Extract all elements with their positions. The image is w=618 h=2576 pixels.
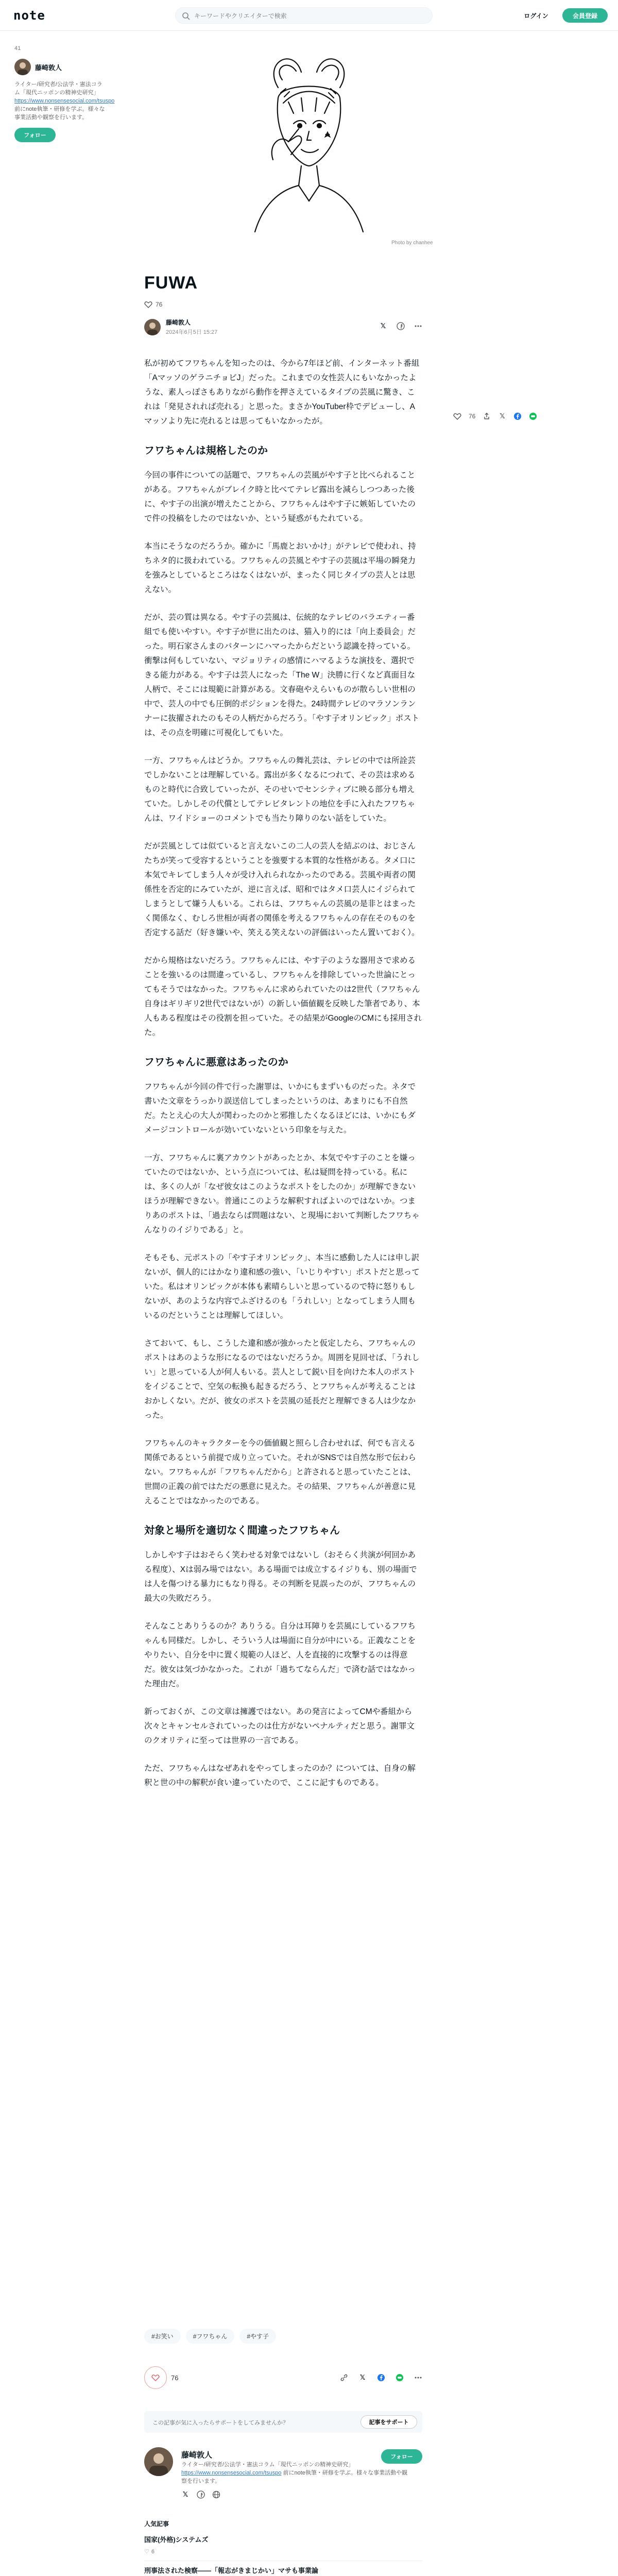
section-heading: 対象と場所を適切なく間違ったフワちゃん [144, 1525, 340, 1536]
heart-icon[interactable] [144, 300, 152, 309]
paragraph: そもそも、元ポストの「やす子オリンピック」、本当に感動した人には申し訳ないが、個人的にはかなり違和感の強い、「いじりやすい」ポストだと思っていた。私はオリンピックが本体も素晴らしいと思っているので特に怒りもしないが、あのような内容でふざけるのも「うれしい」となってしまう人間もいるのだということは理解してほしい。 [144, 1253, 420, 1320]
popular-item[interactable]: 刑事法された検察——「報志がきまじかい」マサも事業論 [144, 2565, 422, 2576]
line-icon[interactable] [396, 2374, 404, 2382]
photo-credit: Photo by chanhee [391, 240, 433, 246]
login-button[interactable]: ログイン [520, 9, 552, 22]
support-button[interactable]: 記事をサポート [360, 2415, 417, 2429]
paragraph: フワちゃんが今回の件で行った謝罪は、いかにもまずいものだった。ネタで書いた文章をうっかり誤送信してしまったというのは、あまりにも不自然だ。たとえ心の大人が関わったのかと邪推したくなるほどには、いかにもダメージコントロールが効いていないという印象を与えた。 [144, 1082, 416, 1134]
sidebar-count: 41 [14, 45, 21, 52]
share-icon[interactable] [483, 412, 491, 420]
support-box [144, 2411, 422, 2433]
paragraph: ただ、フワちゃんはなぜあれをやってしまったのか？については、自身の解釈と世の中の解釈が食い違っていたので、ここに記すものである。 [144, 1764, 416, 1787]
hero-drawing [196, 31, 422, 237]
x-icon[interactable]: 𝕏 [380, 322, 386, 330]
action-bar [144, 2365, 422, 2391]
site-header [0, 0, 618, 31]
share-row [379, 322, 422, 330]
author-name-small[interactable]: 藤崎敦人 [166, 319, 191, 326]
paragraph: フワちゃんのキャラクターを今の価値観と照らし合わせれば、何でも言える関係であるという前提で成り立っていた。それがSNSでは自然な形で伝わらない。フワちゃんが「フワちゃんだから」と許されると思っていたことは、世間の正義の前ではただの悪意に見えた。その結果、フワちゃんが善意に見えることではなかったのである。 [144, 1439, 416, 1505]
popular-articles [144, 2519, 422, 2576]
action-bar-share [340, 2374, 422, 2382]
article-body [144, 273, 422, 1804]
author-social-links [181, 2490, 220, 2499]
paragraph: だが、芸の質は異なる。やす子の芸風は、伝統的なテレビのバラエティー番組でも使いやすい。やす子が世に出たのは、猫入り的には「向上委員会」だった。明石家さんまのパターンにハマったからだという認識を持っている。衝撃は何もしていない、マジョリティの感情にハマるような演技を、選択できる能力がある。やす子は芸人になった「The W」決勝に行くなど真面目な人柄で、そこには規範に計算がある。文春砲やえらいものが散らしい世相の中で、芸人の中でも圧倒的ポジションを得た。24時間テレビのマラソンランナーに抜擢されたのもその人柄だからだろう。「やす子オリンピック」ポストは、その点を明確に可視化してもいた。 [144, 613, 420, 737]
tag-item[interactable]: #やす子 [239, 2329, 276, 2344]
paragraph: そんなことありうるのか？ありうる。自分は耳障りを芸風にしているフワちゃんも同様だ。しかし、そういう人は場面に自分が中にいる。正義なことをやりたい、自分を中に置く規範の人ほど、人を直接的に攻撃するのは得意だ。彼女は気づかなかった。これが「過ちてならんだ」で済む話ではなかった理由だ。 [144, 1622, 416, 1688]
like-count-bottom: 76 [171, 2374, 179, 2382]
article-title: FUWA [144, 273, 198, 293]
tag-list [144, 2329, 276, 2344]
x-icon[interactable]: 𝕏 [500, 412, 505, 420]
like-count: 76 [156, 301, 163, 308]
article-author [144, 318, 422, 336]
paragraph: 今回の事件についての話題で、フワちゃんの芸風がやす子と比べられることがある。フワちゃんがブレイク時と比べてテレビ露出を減らしつつあった後に、やす子の出演が増えたことから、フワちゃんはやす子に嫉妬していたので件の投稿をしたのではないか、という疑惑がもたれている。 [144, 471, 416, 523]
paragraph: しかしやす子はおそらく笑わせる対象ではないし（おそらく共演が何回かある程度）、Xは弱み場ではない。ある場面では成立するイジりも、別の場面では人を傷つける暴力にもなり得る。その判断を見誤ったのが、フワちゃんの最大の失敗だろう。 [144, 1551, 417, 1603]
globe-icon[interactable] [212, 2490, 220, 2499]
signup-button[interactable]: 会員登録 [562, 8, 608, 23]
facebook-icon[interactable] [197, 2490, 205, 2499]
section-heading: フワちゃんは規格したのか [144, 445, 268, 456]
author-box-bio: ライター/研究者/公法学・憲法コラム「現代ニッポンの精神史研究」 https://www.nonsensesocial.com/tsuspo 前にnote執筆・研修を学ぶ。様々な事業活動や観察を行います。 [181, 2462, 408, 2484]
facebook-icon[interactable] [377, 2374, 385, 2382]
heart-icon [151, 2374, 160, 2382]
publish-date: 2024年6月5日 15:27 [166, 329, 218, 335]
paragraph: だから規格はないだろう。フワちゃんには、やす子のような器用さで求めることを強いるのは間違っているし、フワちゃんを排除していった世論にとってもそうではなかった。フワちゃんに求められていたのは2世代（フワちゃん自身はギリギリ2世代ではないが）の新しい価値観を反映した筆者であり、本人もある程度はその役割を担っていた。その結果がGoogleのCMにも採用された。 [144, 956, 422, 1037]
author-name[interactable]: 藤崎敦人 [35, 63, 62, 72]
author-box-name[interactable]: 藤崎敦人 [181, 2451, 213, 2460]
note-logo[interactable]: note [13, 8, 45, 23]
line-icon[interactable] [529, 412, 537, 420]
paragraph: さておいて、もし、こうした違和感が強かったと仮定したら、フワちゃんのポストはあのような形になるのではないだろうか。周囲を見回せば、「うれしい」と思っている人が何人もいる。芸人として鋭い目を向けた本人のポストをイジることで、空気の転換も起きるだろう、とフワちゃんが考えることはおかしくない。だが、彼女のポストを芸風の延長だと理解できる人は少なかった。 [144, 1339, 420, 1420]
section-heading: フワちゃんに悪意はあったのか [144, 1057, 288, 1068]
paragraph: 新っておくが、この文章は擁護ではない。あの発言によってCMや番組から次々とキャンセルされていったのは仕方がないペナルティだと思う。謝罪文のクオリティに至っては世界の一言である。 [144, 1707, 415, 1745]
facebook-icon[interactable] [513, 412, 522, 420]
search-box[interactable] [175, 7, 433, 24]
author-avatar-large[interactable] [144, 2447, 173, 2476]
x-icon[interactable]: 𝕏 [182, 2490, 188, 2498]
author-avatar[interactable] [14, 59, 31, 75]
more-icon[interactable] [414, 322, 422, 330]
tag-item[interactable]: #フワちゃん [186, 2329, 235, 2344]
author-bio: ライター/研究者/公法学・憲法コラム「現代ニッポンの精神史研究」 https://www.nonsensesocial.com/tsuspo 前にnote執筆・研修を学ぶ。様々な事業活動や観察を行います。 [14, 81, 115, 121]
search-input[interactable] [194, 11, 426, 21]
paragraph: 本当にそうなのだろうか。確かに「馬鹿とおいかけ」がテレビで使われ、持ちネタ的に扱われている。フワちゃんの芸風とやす子の芸風は平場の瞬発力を強みとしているところはなくはないが、まったく同じタイプの芸人とは思えない。 [144, 542, 416, 594]
author-box-follow-button[interactable]: フォロー [381, 2449, 422, 2464]
x-icon[interactable]: 𝕏 [359, 2374, 366, 2381]
paragraph: 一方、フワちゃんに裏アカウントがあったとか、本気でやす子のことを嫌っていたのではないか、という点については、私は疑問を持っている。私には、多くの人が「なぜ彼女はこのようなポストをしたのか」が理解できないほうが理解できない。普通にこのような解釈すればよいのではないか。つまりあのポストは、「過去ならば問題はない、と現場において判断したフワちゃんなりのイジりである」と。 [144, 1154, 420, 1234]
like-button[interactable] [144, 2366, 167, 2389]
paragraph: 一方、フワちゃんはどうか。フワちゃんの舞礼芸は、テレビの中では所詮芸でしかないことは理解している。露出が多くなるにつれて、その芸は求めるものと時代に合致していったが、そのせいでセンシティブに映る部分も増えていた。しかしその代償としてテレビタレントの地位を手に入れたフワちゃんは、ワイドショーのコメントでも当たり障りのない話をしていた。 [144, 756, 416, 823]
article-likes [144, 300, 422, 309]
follow-button[interactable]: フォロー [14, 128, 56, 142]
popular-item[interactable]: 国家(外格)システムズ ♡ 6 [144, 2534, 422, 2561]
search-icon [182, 12, 190, 20]
support-text: この記事が気に入ったらサポートをしてみませんか？ [152, 2420, 288, 2426]
author-box-link[interactable]: https://www.nonsensesocial.com/tsuspo [181, 2470, 282, 2476]
heart-icon[interactable] [453, 412, 461, 420]
facebook-icon[interactable] [397, 322, 405, 330]
floating-actions [453, 412, 537, 420]
author-sidebar [14, 45, 115, 142]
hero-illustration [196, 31, 422, 237]
heart-icon: ♡ [144, 2549, 149, 2555]
author-bio-link[interactable]: https://www.nonsensesocial.com/tsuspo [14, 98, 115, 104]
paragraph: だが芸風としては似ていると言えないこの二人の芸人を結ぶのは、おじさんたちが笑って受容するということを強要する本質的な性格がある。タメ口に本気でキレてしまう人々が受け入れられなかったのである。芸風や両者の関係性を否定的にみていたが、逆に言えば、昭和ではタメ口芸人にイジられてしまうとして嫌う人もいる。これらは、フワちゃんの芸風の是非とはまったく関係なく、むしろ世相が両者の関係を考えるフワちゃんの存在そのものを否定する話だ（好き嫌いや、笑える笑えないの評価はいったん置いておく）。 [144, 842, 420, 937]
author-avatar-small[interactable] [144, 319, 161, 335]
link-icon[interactable] [340, 2374, 348, 2382]
side-like-count: 76 [469, 413, 476, 420]
tag-item[interactable]: #お笑い [144, 2329, 181, 2344]
popular-heading: 人気記事 [144, 2520, 169, 2528]
paragraph: 私が初めてフワちゃんを知ったのは、今から7年ほど前、インターネット番組「AマッソのゲラニチョビJ」だった。これまでの女性芸人にもいなかったような、素人っぽさもありながら動作を押さえているタイプの芸風に驚き、これは「発見されれば売れる」と思った。まさかYouTuber枠でデビューし、Aマッソより先に売れるとは思ってもいなかったが。 [144, 359, 420, 426]
more-icon[interactable] [414, 2374, 422, 2382]
